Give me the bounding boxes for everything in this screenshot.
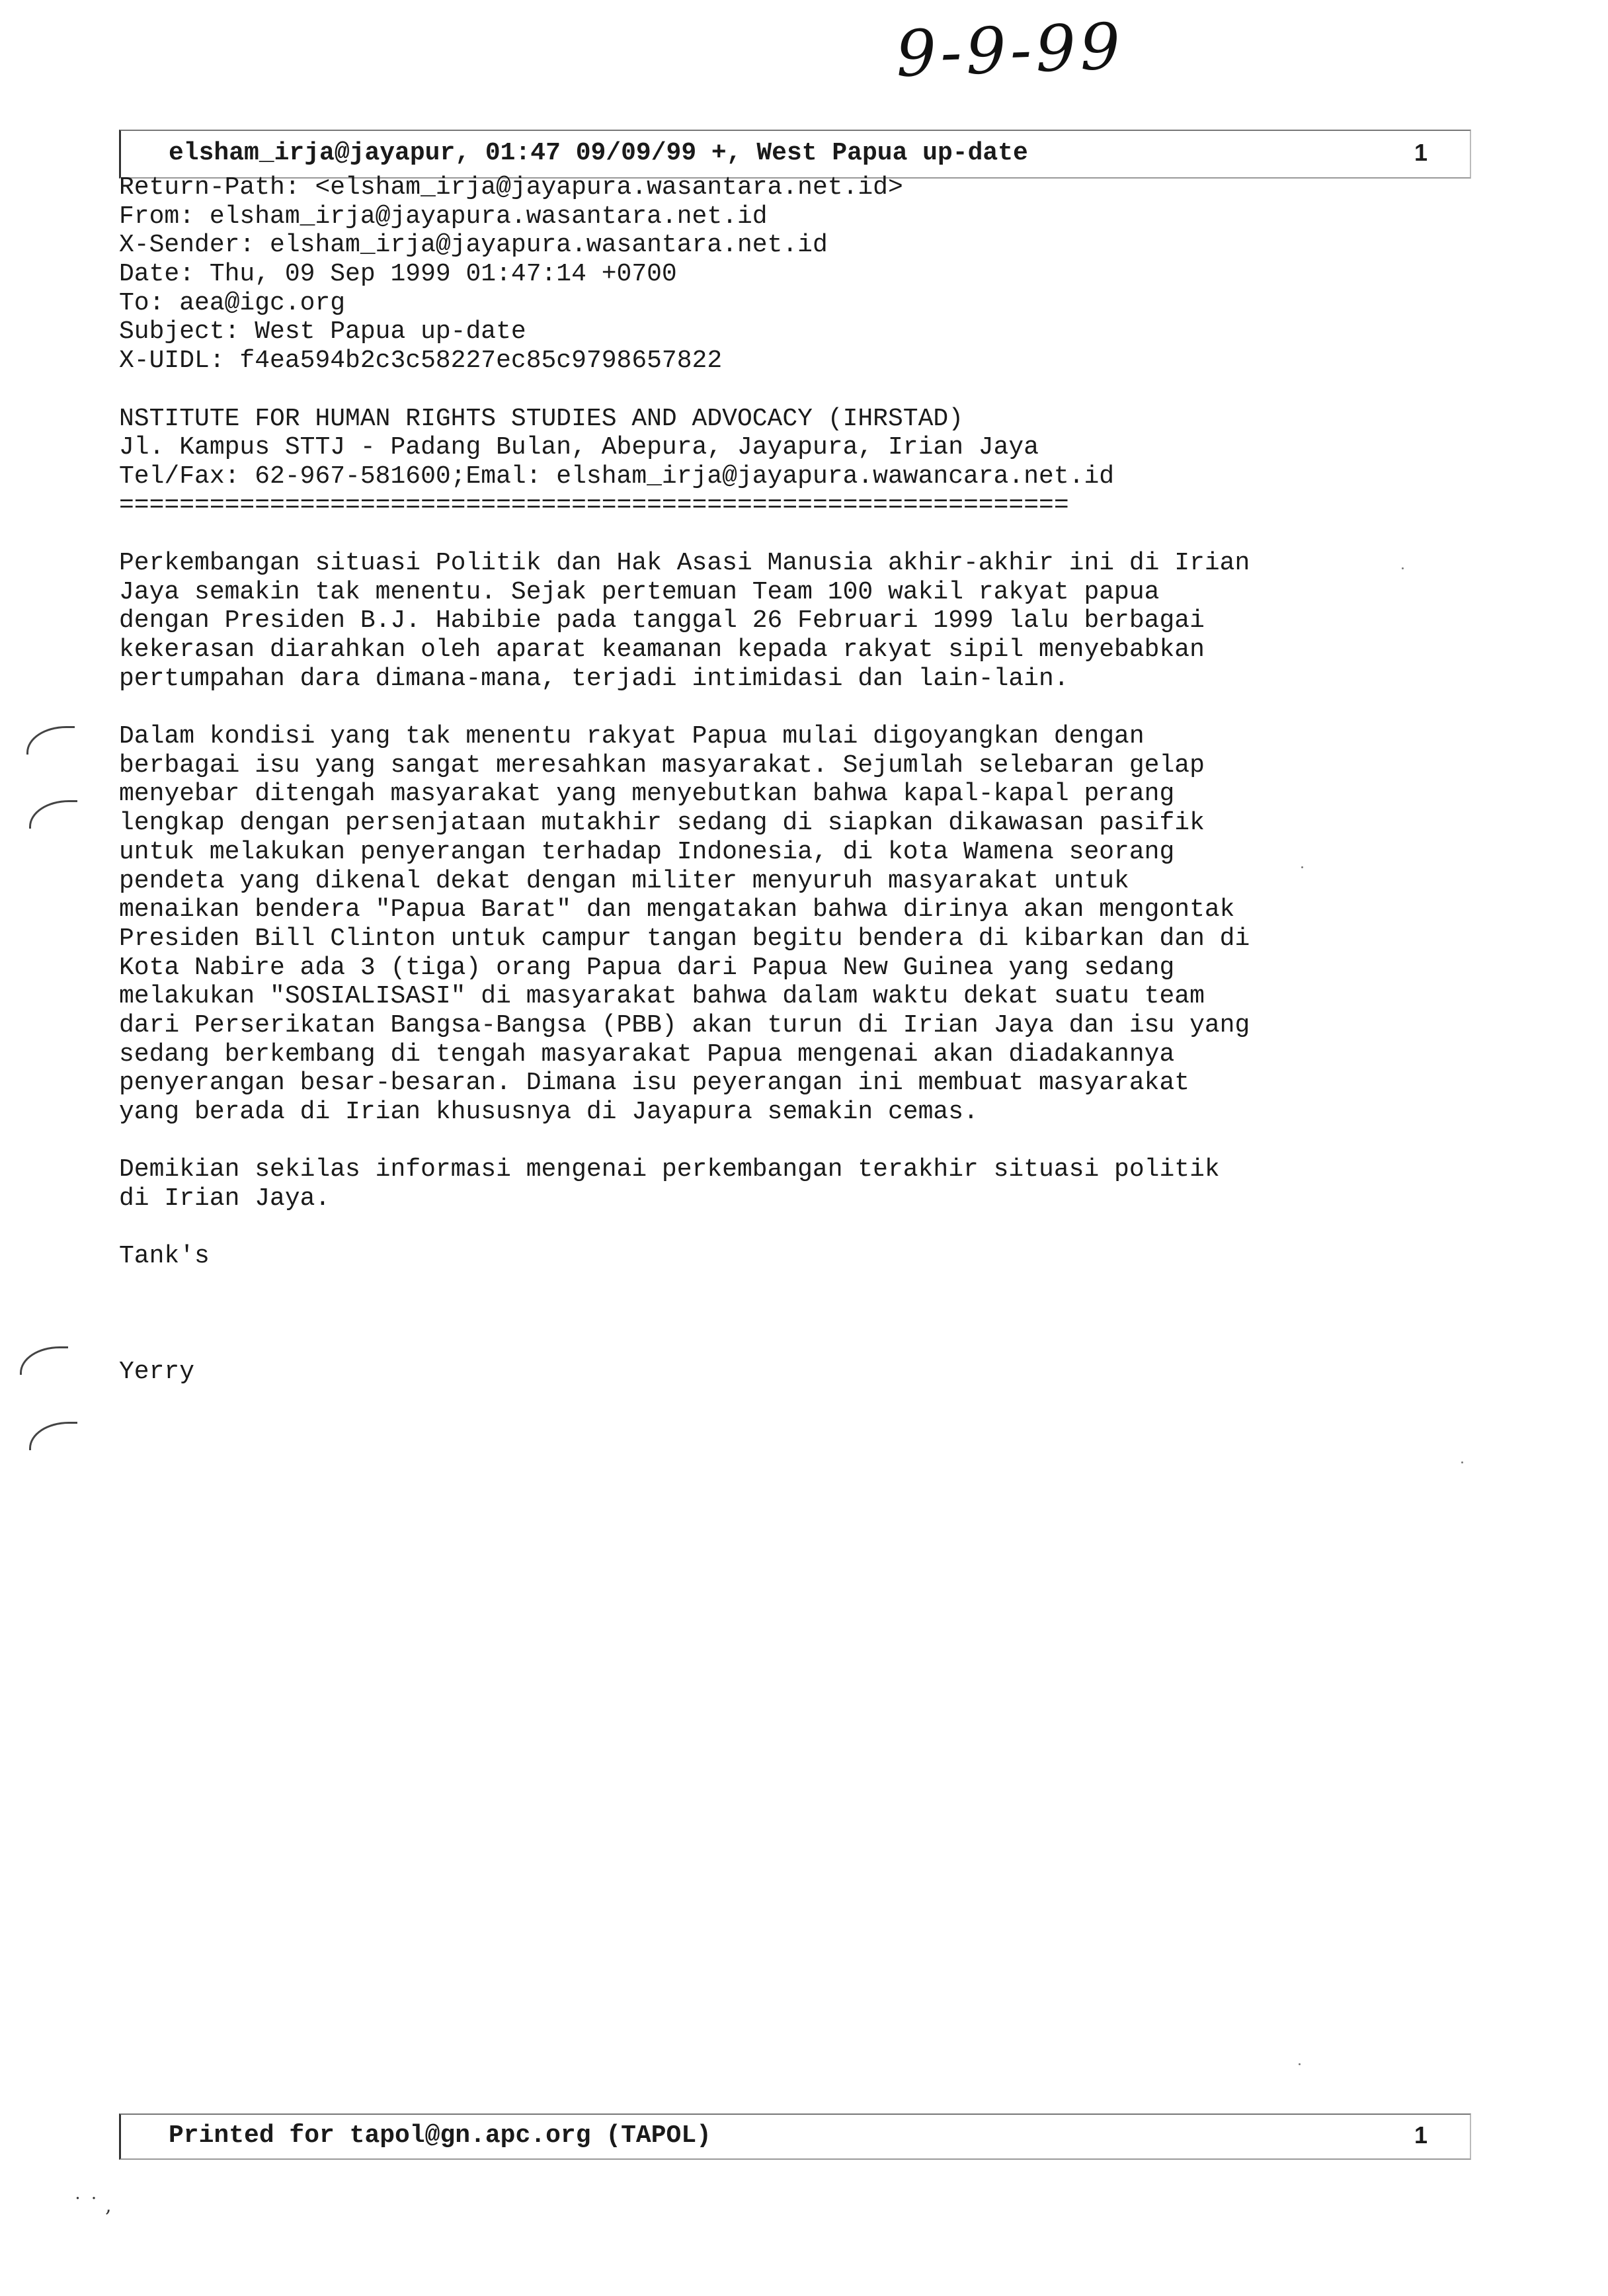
header-subject: Subject: West Papua up-date [119,317,526,347]
paragraph-line: sedang berkembang di tengah masyarakat Papua mengenai akan diadakannya [119,1040,1175,1069]
paragraph-line: dengan Presiden B.J. Habibie pada tanggal 26 Februari 1999 lalu berbagai [119,606,1205,636]
paragraph-2 [119,722,1441,1127]
paragraph-line: pendeta yang dikenal dekat dengan militer menyuruh masyarakat untuk [119,866,1129,895]
closing-text: Tank's [119,1242,210,1271]
signature-name: Yerry [119,1358,195,1387]
paragraph-1 [119,549,1441,693]
paragraph-line: kekerasan diarahkan oleh aparat keamanan kepada rakyat sipil menyebabkan [119,636,1205,664]
punch-hole-mark [29,800,77,829]
punch-hole-mark [20,1346,68,1375]
paragraph-line: menaikan bendera "Papua Barat" dan mengatakan bahwa dirinya akan mengontak [119,895,1235,924]
paragraph-line: dari Perserikatan Bangsa-Bangsa (PBB) akan turun di Irian Jaya dan isu yang [119,1010,1250,1040]
corner-scribble: ˙ ˙ , [73,2194,112,2217]
print-footer-page-number: 1 [1414,2121,1427,2149]
header-date: Date: Thu, 09 Sep 1999 01:47:14 +0700 [119,260,677,289]
institute-name: NSTITUTE FOR HUMAN RIGHTS STUDIES AND ADVOCACY (IHRSTAD) [119,404,964,433]
institute-block [119,405,1441,520]
scan-speck [1301,866,1303,868]
header-x-uidl: X-UIDL: f4ea594b2c3c58227ec85c9798657822 [119,347,723,376]
paragraph-line: Presiden Bill Clinton untuk campur tangan begitu bendera di kibarkan dan di [119,924,1250,953]
scan-speck [1402,567,1404,569]
email-headers [119,173,1441,376]
print-header-title: elsham_irja@jayapur, 01:47 09/09/99 +, West Papua up-date [169,139,1028,167]
punch-hole-mark [26,726,75,755]
punch-hole-mark [29,1422,77,1450]
paragraph-line: berbagai isu yang sangat meresahkan masyarakat. Sejumlah selebaran gelap [119,751,1205,780]
institute-address: Jl. Kampus STTJ - Padang Bulan, Abepura, Jayapura, Irian Jaya [119,433,1039,462]
paragraph-line: Dalam kondisi yang tak menentu rakyat Papua mulai digoyangkan dengan [119,722,1145,751]
paragraph-line: Jaya semakin tak menentu. Sejak pertemuan Team 100 wakil rakyat papua [119,577,1160,606]
paragraph-line: Kota Nabire ada 3 (tiga) orang Papua dari Papua New Guinea yang sedang [119,953,1175,982]
paragraph-line: untuk melakukan penyerangan terhadap Indonesia, di kota Wamena seorang [119,837,1175,866]
paragraph-line: Perkembangan situasi Politik dan Hak Asasi Manusia akhir-akhir ini di Irian [119,548,1250,577]
paragraph-line: di Irian Jaya. [119,1184,331,1213]
scan-speck [1299,2063,1301,2065]
paragraph-line: Demikian sekilas informasi mengenai perkembangan terakhir situasi politik [119,1155,1220,1184]
paragraph-line: penyerangan besar-besaran. Dimana isu peyerangan ini membuat masyarakat [119,1069,1190,1098]
header-from: From: elsham_irja@jayapura.wasantara.net.id [119,202,768,231]
paragraph-line: menyebar ditengah masyarakat yang menyebutkan bahwa kapal-kapal perang [119,780,1175,809]
paragraph-3 [119,1155,1441,1213]
paragraph-line: melakukan "SOSIALISASI" di masyarakat bahwa dalam waktu dekat suatu team [119,982,1205,1011]
header-x-sender: X-Sender: elsham_irja@jayapura.wasantara.net.id [119,231,828,260]
email-content [119,173,1441,1387]
paragraph-line: lengkap dengan persenjataan mutakhir sedang di siapkan dikawasan pasifik [119,809,1205,838]
paragraph-line: pertumpahan dara dimana-mana, terjadi intimidasi dan lain-lain. [119,664,1069,693]
print-footer-title: Printed for tapol@gn.apc.org (TAPOL) [169,2121,711,2150]
institute-contact: Tel/Fax: 62-967-581600;Emal: elsham_irja@jayapura.wawancara.net.id [119,462,1115,491]
paragraph-line: yang berada di Irian khususnya di Jayapura semakin cemas. [119,1098,979,1126]
header-return-path: Return-Path: <elsham_irja@jayapura.wasantara.net.id> [119,173,903,202]
scan-speck [1461,1461,1463,1463]
handwritten-date: 9-9-99 [895,9,1126,91]
print-header [119,130,1471,179]
separator-line: =============================================================== [119,491,1069,520]
header-to: To: aea@igc.org [119,288,346,317]
print-header-page-number: 1 [1414,139,1427,166]
print-footer [119,2113,1471,2160]
